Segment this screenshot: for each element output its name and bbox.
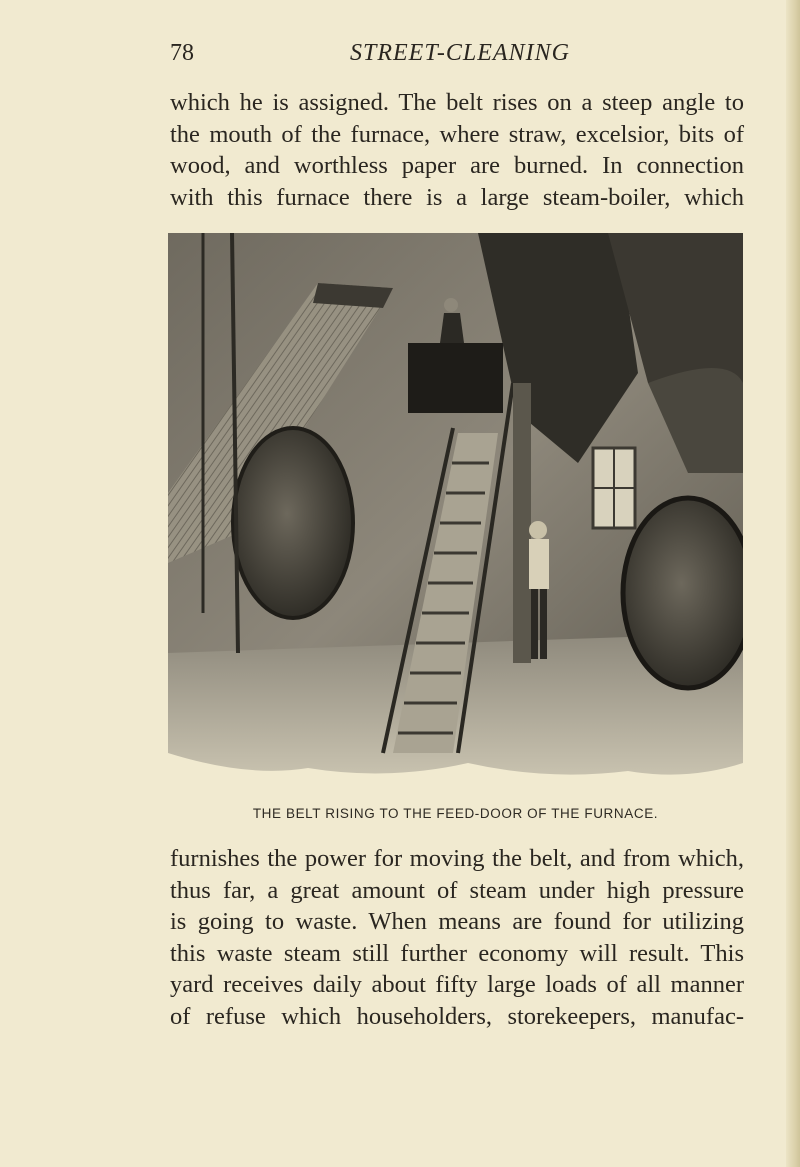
furnace-door <box>408 343 503 413</box>
paragraph-bottom <box>170 843 744 1032</box>
text-line: furnishes the power for moving the belt, and from which, <box>170 845 744 872</box>
furnace-illustration <box>168 233 743 778</box>
text-line: the mouth of the furnace, where straw, excelsior, bits of <box>170 120 744 148</box>
running-title: STREET-CLEANING <box>350 40 570 66</box>
text-line: of refuse which householders, storekeepers, manufac- <box>170 1002 744 1030</box>
text-line: is going to waste. When means are found for utilizing <box>170 908 744 935</box>
page-header <box>170 40 740 70</box>
text-line: thus far, a great amount of steam under high pressure <box>170 876 744 904</box>
text-line: this waste steam still further economy will result. This <box>170 939 744 967</box>
page-number: 78 <box>170 40 194 66</box>
text-line: which he is assigned. The belt rises on a steep angle to <box>170 89 744 116</box>
paragraph-top <box>170 87 744 213</box>
text-line: with this furnace there is a large steam-boiler, which <box>170 183 744 211</box>
page-edge <box>786 0 800 1167</box>
text-line: yard receives daily about fifty large loads of all manner <box>170 971 744 998</box>
pipe-column <box>513 383 531 663</box>
figure-caption: THE BELT RISING TO THE FEED-DOOR OF THE FURNACE. <box>252 806 659 821</box>
text-line: wood, and worthless paper are burned. In connection <box>170 152 744 179</box>
